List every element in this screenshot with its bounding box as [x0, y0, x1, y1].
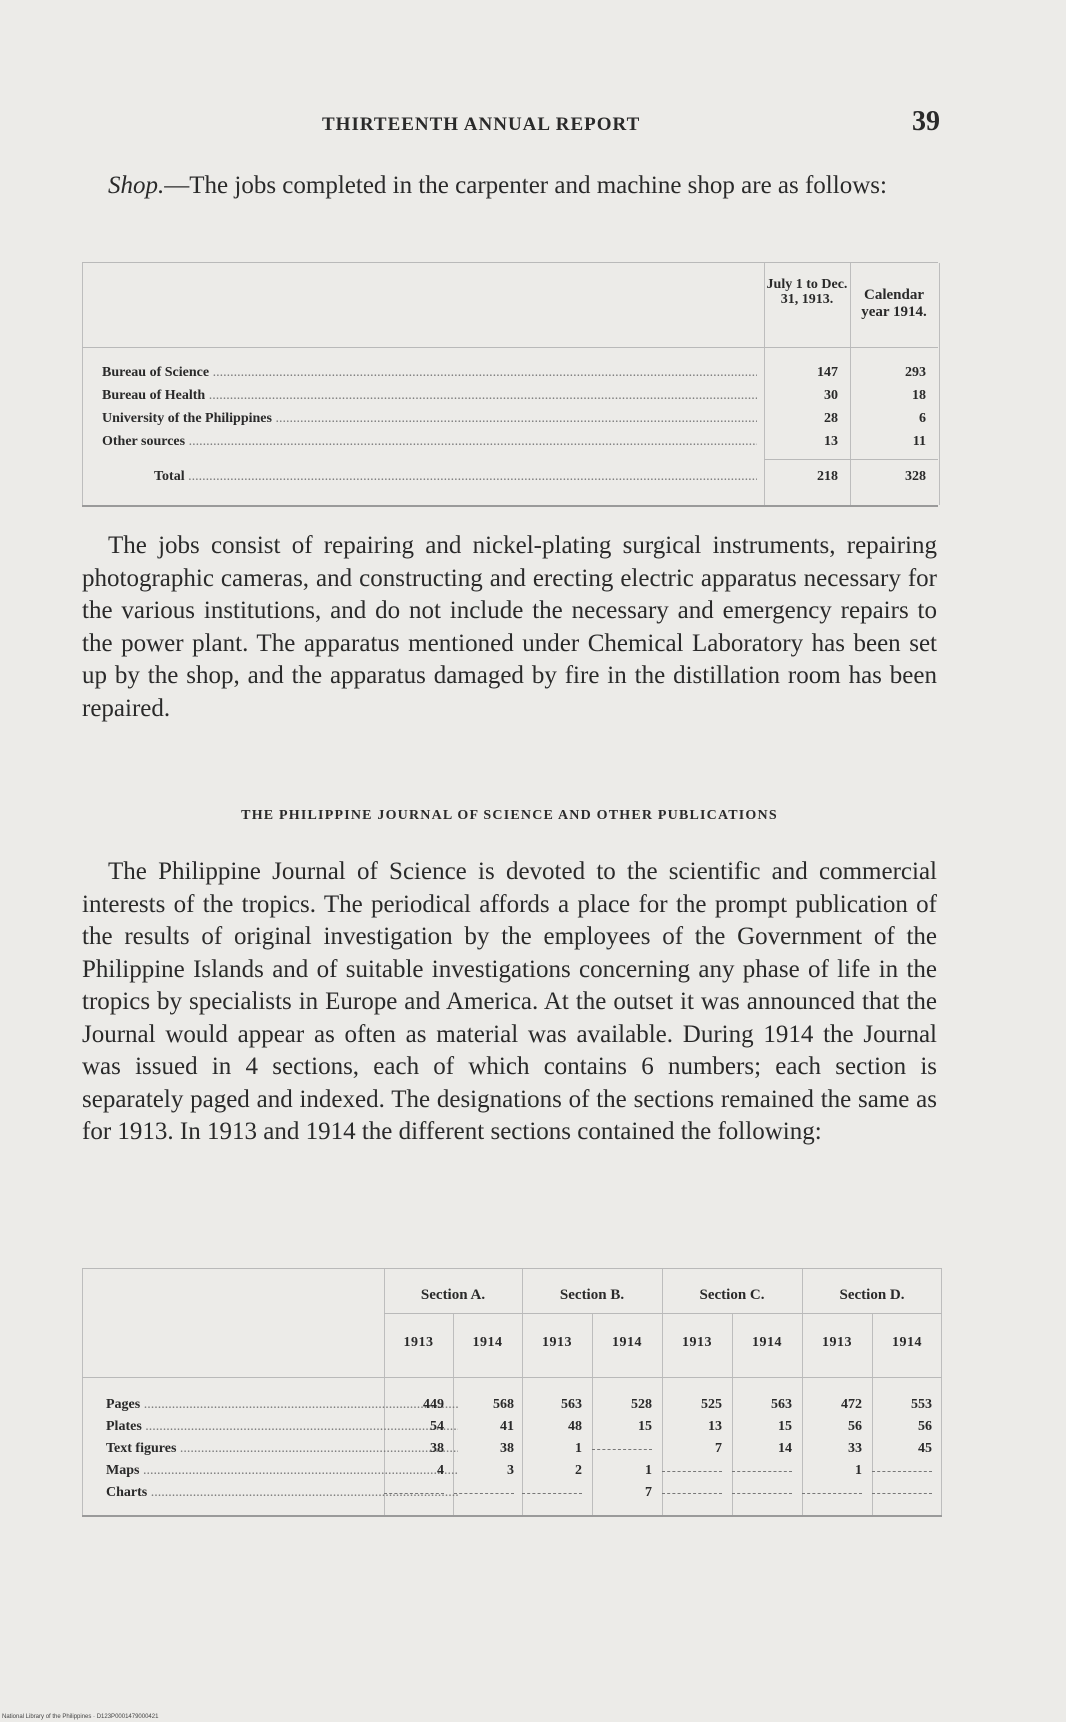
table-cell: 563	[561, 1397, 582, 1412]
table-cell: 15	[638, 1419, 652, 1434]
table2-section-rule	[384, 1313, 942, 1314]
shop-jobs-table	[82, 262, 938, 507]
empty-cell-leader	[872, 1471, 932, 1472]
table-cell: 525	[701, 1397, 722, 1412]
table-row	[82, 365, 938, 387]
empty-cell-leader	[802, 1493, 862, 1494]
table-cell: 568	[493, 1397, 514, 1412]
row-label: Charts .....	[106, 1485, 458, 1501]
table-row	[82, 1463, 942, 1485]
row-value-b: 293	[905, 365, 926, 380]
footer-note: National Library of the Philippines · D123P0001479000421	[2, 1714, 159, 1720]
table-cell: 1	[855, 1463, 862, 1478]
table-row	[82, 1485, 942, 1507]
section-heading: THE PHILIPPINE JOURNAL OF SCIENCE AND OTHER PUBLICATIONS	[241, 808, 778, 823]
empty-cell-leader	[454, 1493, 514, 1494]
table-cell: 553	[911, 1397, 932, 1412]
table-cell: 13	[708, 1419, 722, 1434]
table1-header-b: Calendar year 1914.	[861, 287, 927, 320]
section-b-header: Section B.	[559, 1287, 625, 1303]
empty-cell-leader	[872, 1493, 932, 1494]
table-cell: 528	[631, 1397, 652, 1412]
table-cell: 563	[771, 1397, 792, 1412]
table-row	[82, 411, 938, 433]
row-value-a: 28	[824, 411, 838, 426]
empty-cell-leader	[732, 1493, 792, 1494]
table-cell: 15	[778, 1419, 792, 1434]
empty-cell-leader	[522, 1493, 582, 1494]
year-header: 1914	[892, 1335, 922, 1350]
row-label: Bureau of Science .....	[102, 365, 757, 381]
journal-paragraph	[82, 856, 937, 1149]
row-label: Text figures .....	[106, 1441, 458, 1457]
page-number: 39	[912, 106, 940, 137]
table-cell: 14	[778, 1441, 792, 1456]
table-row	[82, 1419, 942, 1441]
empty-cell-leader	[662, 1493, 722, 1494]
empty-cell-leader	[662, 1471, 722, 1472]
row-label: Maps .....	[106, 1463, 458, 1479]
journal-paragraph-text: The Philippine Journal of Science is devoted to the scientific and commercial interests of the tropics. The periodical affords a place for the prompt publication of the results of original investigation by the employees of the Government of the Philippine Islands and of suitable investigations concerning any phase of life in the tropics by specialists in Europe and America. At the outset it was announced that the Journal would appear as often as material was available. During 1914 the Journal was issued in 4 sections, each of which contains 6 numbers; each section is separately paged and indexed. The designations of the sections remained the same as for 1913. In 1913 and 1914 the different sections contained the following:	[82, 858, 937, 1145]
shop-intro-text: —The jobs completed in the carpenter and machine shop are as follows:	[164, 172, 887, 199]
row-value-a: 30	[824, 388, 838, 403]
row-value-b: 11	[912, 434, 926, 449]
year-header: 1913	[542, 1335, 572, 1350]
jobs-paragraph-text: The jobs consist of repairing and nickel-plating surgical instruments, repairing photographic cameras, and constructing and erecting electric apparatus necessary for the various institutions, and do not include the necessary and emergency repairs to the power plant. The apparatus mentioned under Chemical Laboratory has been set up by the shop, and the apparatus damaged by fire in the distillation room has been repaired.	[82, 532, 937, 722]
row-label: Pages .....	[106, 1397, 458, 1413]
table-cell: 3	[507, 1463, 514, 1478]
section-d-header: Section D.	[839, 1287, 905, 1303]
table-cell: 449	[423, 1397, 444, 1412]
total-value-b: 328	[905, 469, 926, 484]
empty-cell-leader	[732, 1471, 792, 1472]
table-cell: 48	[568, 1419, 582, 1434]
row-value-b: 18	[912, 388, 926, 403]
section-c-header: Section C.	[699, 1287, 765, 1303]
table1-header-rule	[82, 347, 938, 348]
table-cell: 472	[841, 1397, 862, 1412]
table-cell: 38	[500, 1441, 514, 1456]
table-cell: 33	[848, 1441, 862, 1456]
table2-header-rule	[82, 1377, 942, 1378]
table-row	[82, 1397, 942, 1419]
year-header: 1914	[472, 1335, 503, 1350]
running-head: THIRTEENTH ANNUAL REPORT	[322, 114, 641, 135]
table-row	[82, 1441, 942, 1463]
year-header: 1914	[752, 1335, 782, 1350]
table-cell: 38	[430, 1441, 444, 1456]
row-value-a: 13	[824, 434, 838, 449]
table-cell: 2	[575, 1463, 582, 1478]
row-value-a: 147	[817, 365, 838, 380]
table-row	[82, 434, 938, 456]
table-cell: 45	[918, 1441, 932, 1456]
table1-total-rule	[764, 459, 938, 460]
journal-sections-table	[82, 1268, 942, 1517]
table-row	[82, 388, 938, 410]
year-header: 1913	[682, 1335, 712, 1350]
table-total-row	[82, 469, 938, 491]
table-cell: 56	[848, 1419, 862, 1434]
table-cell: 56	[918, 1419, 932, 1434]
year-header: 1913	[822, 1335, 852, 1350]
jobs-paragraph	[82, 530, 937, 725]
row-label: Other sources .....	[102, 434, 757, 450]
empty-cell-leader	[592, 1449, 652, 1450]
year-header: 1914	[612, 1335, 642, 1350]
table1-header-a: July 1 to Dec. 31, 1913.	[766, 277, 848, 307]
row-label: Plates .....	[106, 1419, 458, 1435]
table-cell: 1	[645, 1463, 652, 1478]
total-value-a: 218	[817, 469, 838, 484]
row-value-b: 6	[919, 411, 926, 426]
total-label: Total .....	[154, 469, 757, 485]
table-cell: 41	[500, 1419, 514, 1434]
table-cell: 54	[430, 1419, 444, 1434]
empty-cell-leader	[384, 1493, 444, 1494]
row-label: Bureau of Health .....	[102, 388, 757, 404]
row-label: University of the Philippines .....	[102, 411, 757, 427]
table-cell: 7	[715, 1441, 722, 1456]
shop-lead: Shop.	[108, 172, 165, 199]
year-header: 1913	[403, 1335, 434, 1350]
shop-intro-paragraph	[82, 170, 937, 203]
table-cell: 1	[575, 1441, 582, 1456]
table-cell: 7	[645, 1485, 652, 1500]
table-cell: 4	[437, 1463, 444, 1478]
section-a-header: Section A.	[420, 1287, 486, 1303]
